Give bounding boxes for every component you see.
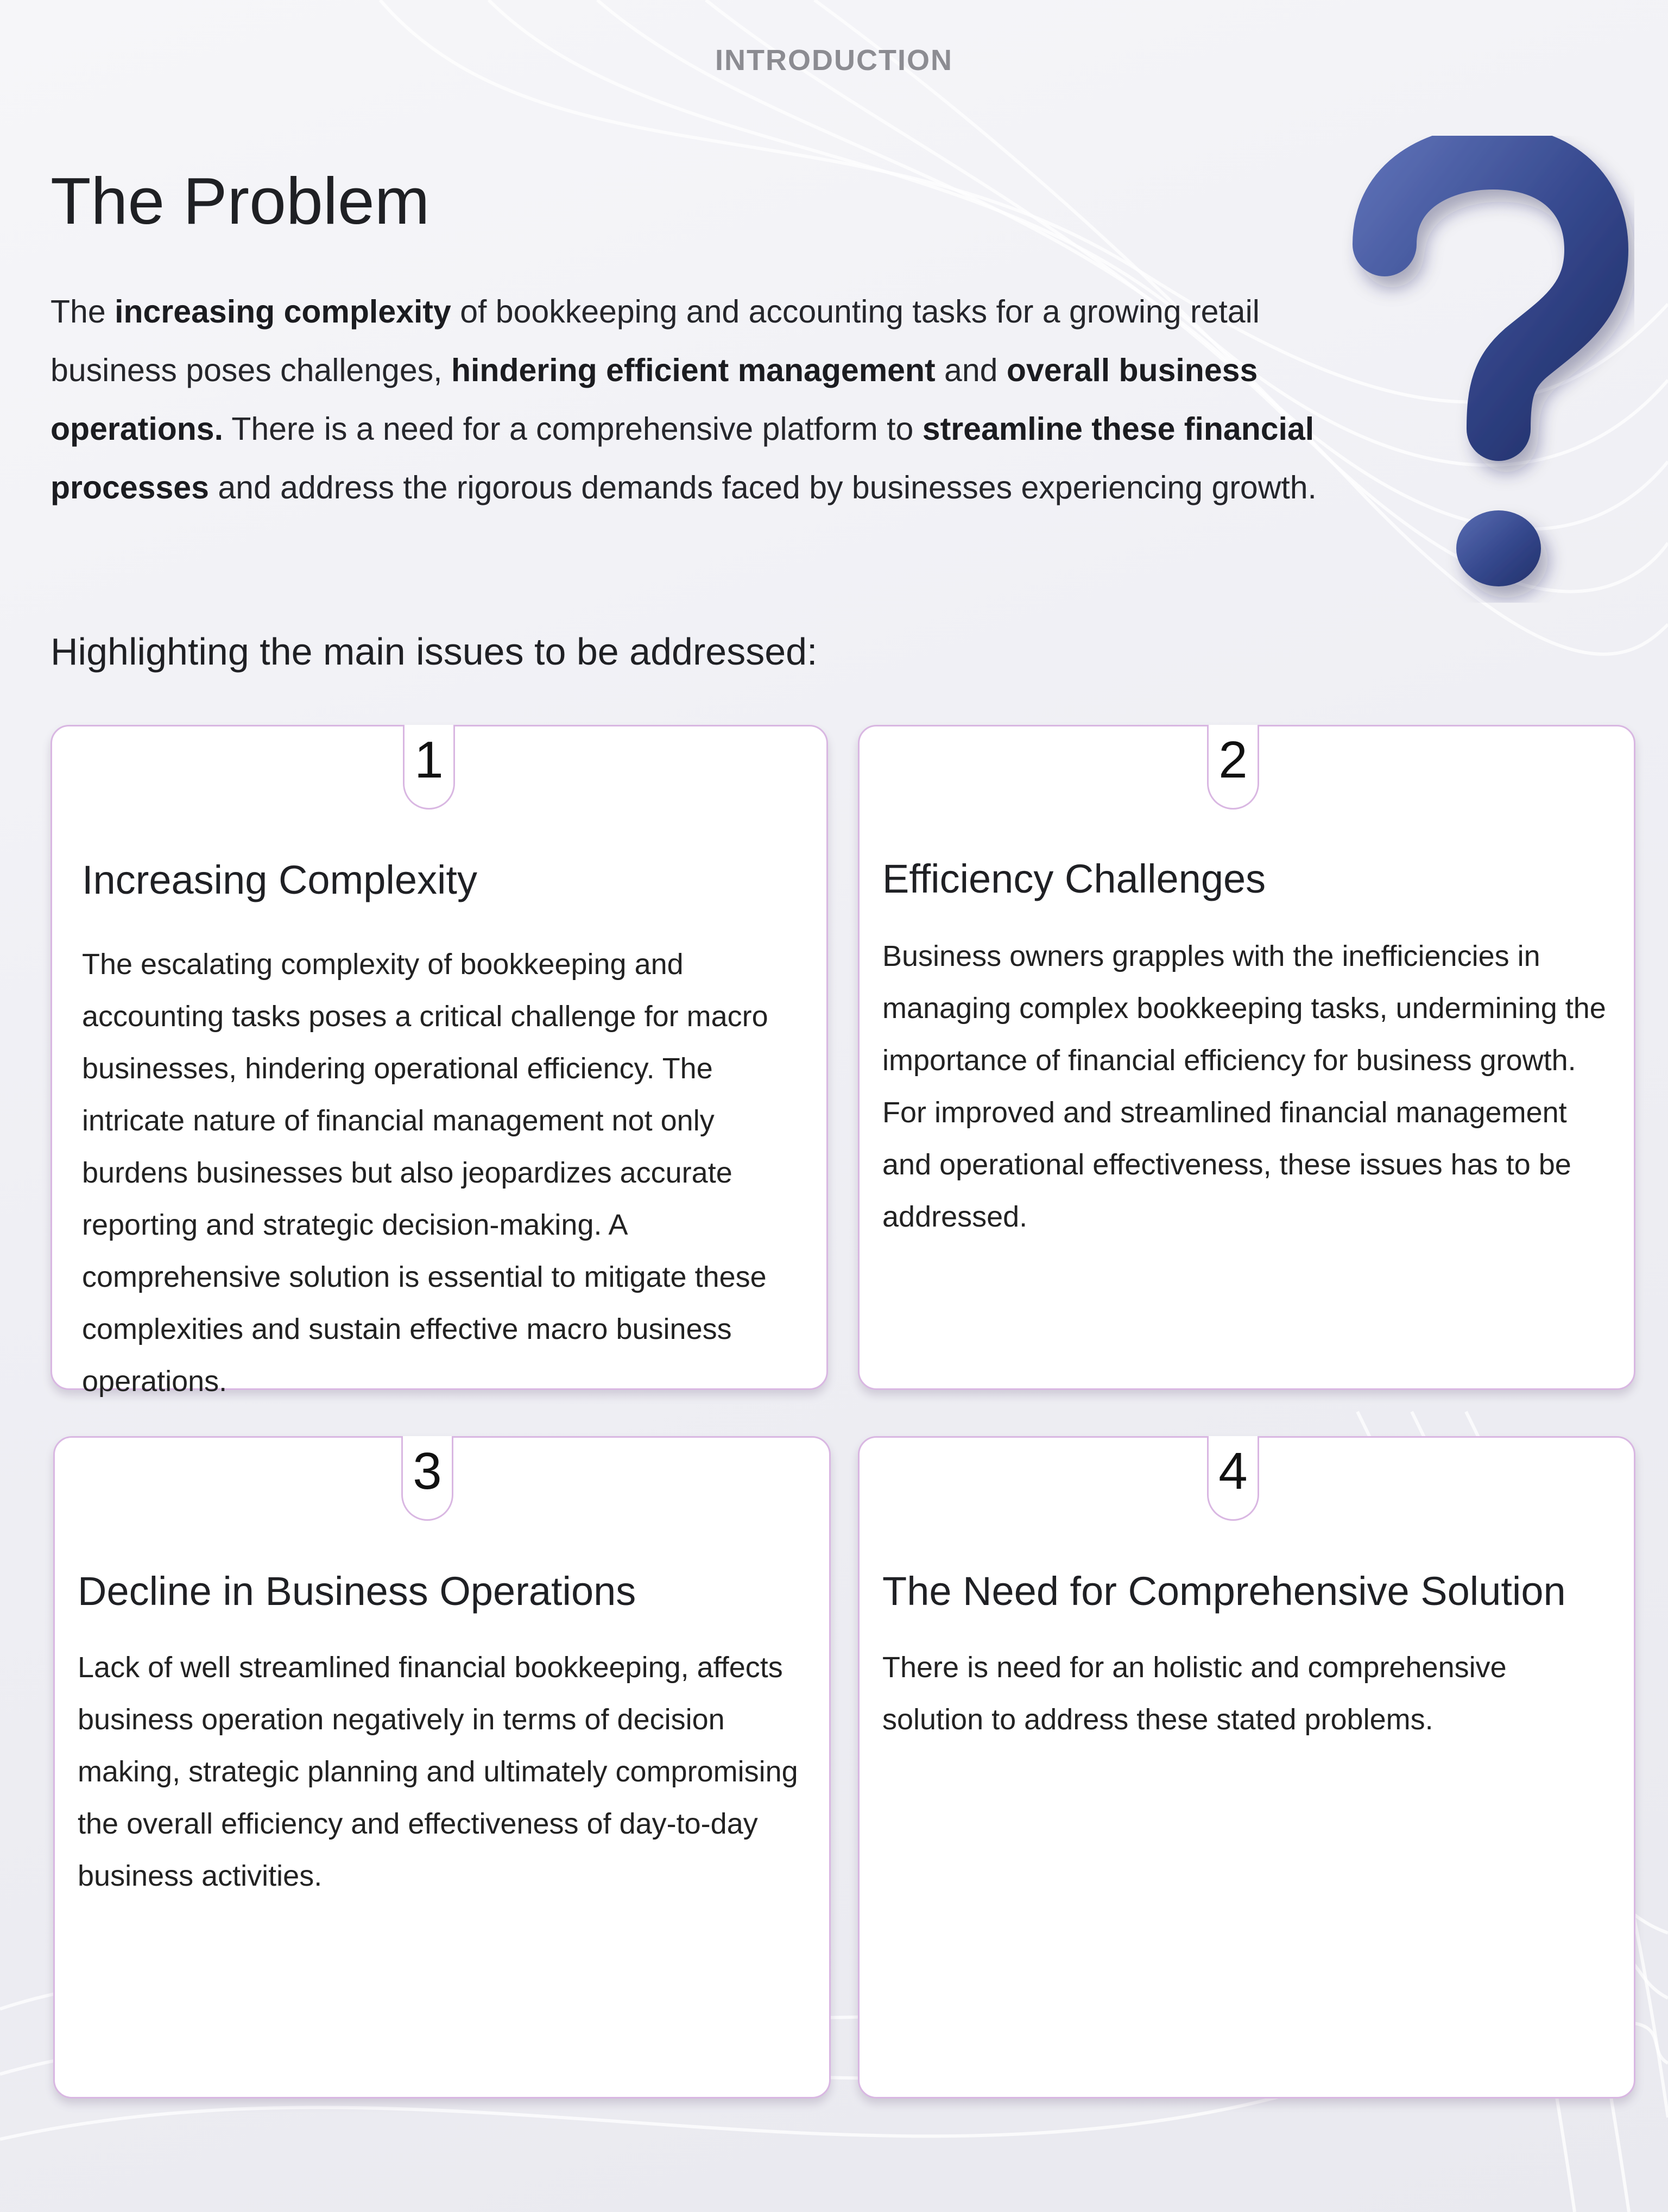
issue-description: There is need for an holistic and comprehensive solution to address these stated problems. <box>882 1651 1507 1736</box>
issue-description: The escalating complexity of bookkeeping and accounting tasks poses a critical challenge for macro businesses, hindering operational efficiency. The intricate nature of financial management not only burdens businesses but also jeopardizes accurate reporting and strategic decision-making. A comprehensive solution is essential to mitigate these complexities and sustain effective macro business operations. <box>82 948 768 1398</box>
intro-segment: and <box>935 352 1007 388</box>
intro-paragraph <box>50 282 1332 517</box>
issue-card-2 <box>858 725 1635 1390</box>
issue-card-3 <box>53 1436 831 2099</box>
intro-segment-bold: streamline these financial processes <box>50 411 1315 505</box>
question-mark-icon <box>1341 136 1634 603</box>
issue-card-4 <box>858 1436 1635 2099</box>
issue-card-1 <box>50 725 828 1398</box>
issue-title: Increasing Complexity <box>82 857 477 902</box>
intro-segment: and address the rigorous demands faced by businesses experiencing growth. <box>208 470 1317 505</box>
intro-segment-bold: increasing complexity <box>115 294 451 330</box>
issue-title: Efficiency Challenges <box>882 856 1266 901</box>
intro-segment-bold: overall business operations. <box>50 352 1258 447</box>
issue-title: Decline in Business Operations <box>78 1569 636 1614</box>
intro-segment-bold: hindering efficient management <box>451 352 936 388</box>
section-label: INTRODUCTION <box>715 44 953 77</box>
issue-number-badge: 4 <box>1207 1436 1259 1521</box>
issue-number-badge: 3 <box>401 1436 453 1521</box>
issue-description: Business owners grapples with the inefficiencies in managing complex bookkeeping tasks, undermining the importance of financial efficiency for business growth. For improved and streamlined financial management and operational effectiveness, these issues has to be addressed. <box>882 940 1606 1233</box>
issue-description: Lack of well streamlined financial bookkeeping, affects business operation negatively in terms of decision making, strategic planning and ultimately compromising the overall efficiency and effectiveness of day-to-day business activities. <box>78 1651 798 1892</box>
intro-segment: There is a need for a comprehensive platform to <box>223 411 923 447</box>
issue-number-badge: 2 <box>1207 725 1259 810</box>
issue-title: The Need for Comprehensive Solution <box>882 1569 1566 1614</box>
issues-subheading: Highlighting the main issues to be addressed: <box>50 630 818 673</box>
issue-number-badge: 1 <box>403 725 455 810</box>
intro-segment: of bookkeeping and accounting tasks for a growing retail business poses challenges, <box>50 294 1260 388</box>
intro-segment: The <box>50 294 115 330</box>
page-title: The Problem <box>50 164 430 238</box>
